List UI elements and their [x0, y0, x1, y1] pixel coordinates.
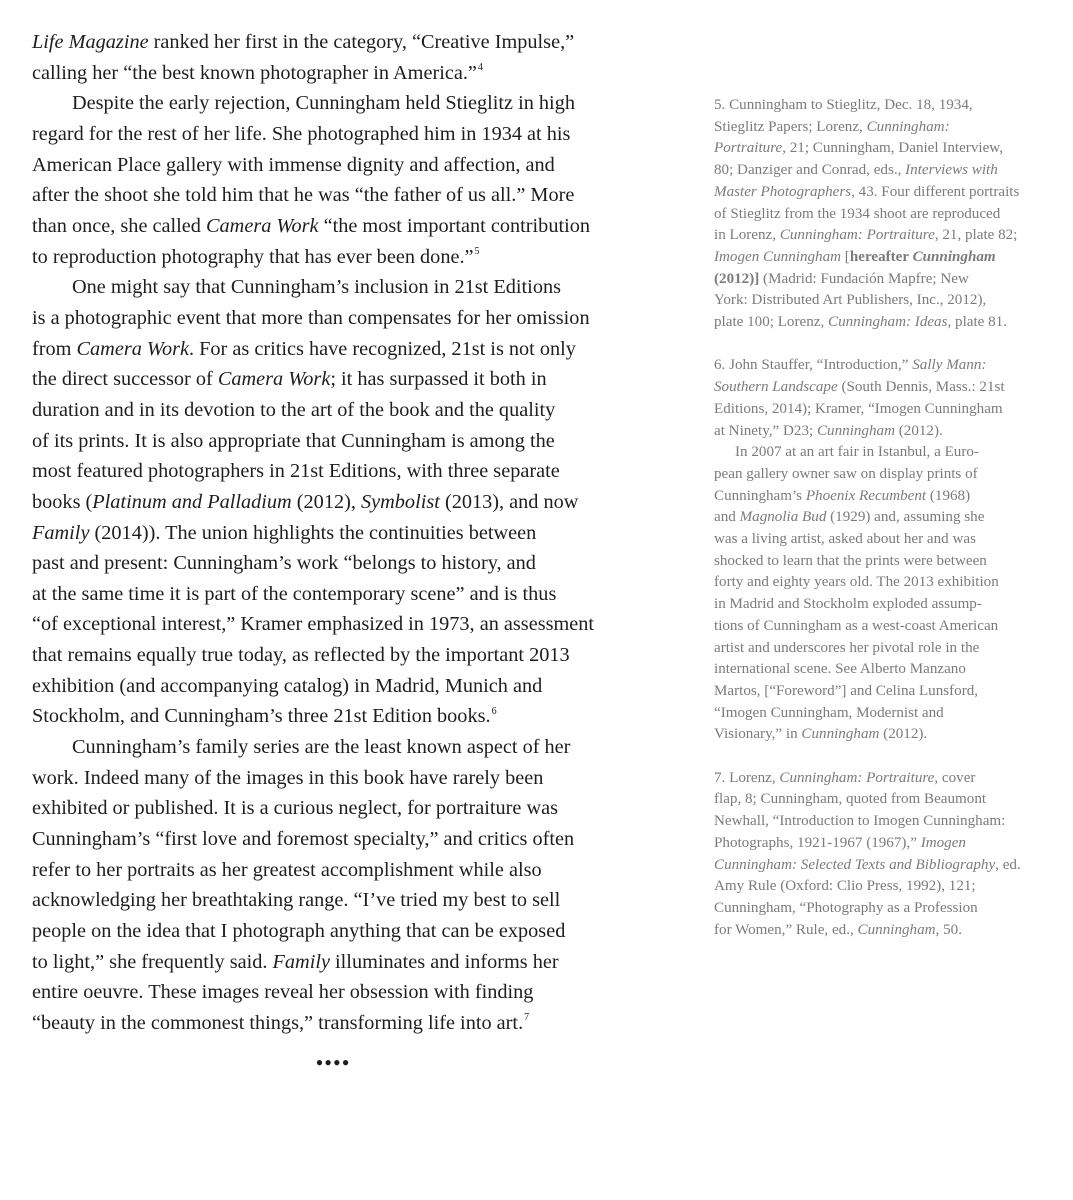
note-line — [714, 551, 1054, 573]
note-line — [714, 833, 1054, 855]
text-run: to light,” she frequently said. — [32, 950, 273, 973]
section-break-ornament: •••• — [315, 1050, 351, 1075]
italic-title: Interviews with — [905, 162, 998, 179]
note-line — [714, 659, 1054, 681]
note-line — [714, 616, 1054, 638]
body-line — [32, 58, 652, 89]
body-line — [32, 1008, 652, 1039]
endnotes-column — [714, 95, 1054, 941]
text-run: 7. Lorenz, — [714, 769, 780, 786]
body-line — [32, 548, 652, 579]
body-line — [32, 88, 652, 119]
note-line — [714, 898, 1054, 920]
body-line — [32, 793, 652, 824]
text-run: (2012), — [291, 490, 361, 513]
note-line — [714, 681, 1054, 703]
note-line — [714, 182, 1054, 204]
italic-title: Master Photographers — [714, 183, 852, 200]
note-line — [714, 703, 1054, 725]
text-run: hereafter — [849, 248, 913, 265]
body-line — [32, 180, 652, 211]
text-run: in Madrid and Stockholm exploded assump- — [714, 596, 982, 613]
text-run: artist and underscores her pivotal role in the — [714, 639, 980, 656]
body-line — [32, 242, 652, 273]
note-line — [714, 95, 1054, 117]
note-line — [714, 529, 1054, 551]
italic-title: Cunningham: Selected Texts and Bibliography — [714, 856, 996, 873]
text-run: 6. John Stauffer, “Introduction,” — [714, 357, 913, 374]
body-line — [32, 885, 652, 916]
note-line — [714, 421, 1054, 443]
italic-title: Sally Mann: — [912, 357, 987, 374]
note-line — [714, 486, 1054, 508]
text-run: people on the idea that I photograph anything that can be exposed — [32, 920, 566, 943]
text-run: duration and in its devotion to the art of the book and the quality — [32, 398, 556, 421]
note-line — [714, 768, 1054, 790]
note-line — [714, 876, 1054, 898]
text-run: “the most important contribution — [318, 214, 591, 237]
note-line — [714, 464, 1054, 486]
body-line — [32, 487, 652, 518]
body-line — [32, 977, 652, 1008]
text-run: from — [32, 337, 77, 360]
text-run: Cunningham’s — [714, 487, 806, 504]
body-line — [32, 119, 652, 150]
italic-title: Camera Work — [217, 368, 331, 391]
text-run: Visionary,” in — [714, 726, 802, 743]
body-line — [32, 824, 652, 855]
note-line — [714, 312, 1054, 334]
text-run: plate 100; Lorenz, — [714, 314, 828, 331]
footnote-reference: 7 — [524, 1012, 530, 1024]
text-run: Despite the early rejection, Cunningham held Stieglitz in high — [72, 92, 575, 115]
note-line — [714, 269, 1054, 291]
text-run: of Stieglitz from the 1934 shoot are reproduced — [714, 205, 1001, 222]
text-run: at the same time it is part of the contemporary scene” and is thus — [32, 582, 557, 605]
text-run: after the shoot she told him that he was “the father of us all.” More — [32, 184, 575, 207]
italic-title: Imogen Cunningham — [714, 248, 842, 265]
text-run: “Imogen Cunningham, Modernist and — [714, 704, 944, 721]
text-run: and — [714, 509, 740, 526]
text-run: (2012). — [894, 422, 943, 439]
text-run: (1968) — [926, 487, 971, 504]
note-line — [714, 117, 1054, 139]
text-run: In 2007 at an art fair in Istanbul, a Euro- — [735, 444, 979, 461]
note-line — [714, 638, 1054, 660]
italic-title: Cunningham: Portraiture, — [779, 769, 939, 786]
text-run: is a photographic event that more than compensates for her omission — [32, 306, 590, 329]
footnote-reference: 6 — [491, 705, 497, 717]
note-line — [714, 247, 1054, 269]
note-spacer — [714, 746, 1054, 768]
text-run: flap, 8; Cunningham, quoted from Beaumont — [714, 791, 987, 808]
text-run: (2012). — [879, 726, 928, 743]
italic-title: Imogen — [920, 834, 966, 851]
body-line — [32, 732, 652, 763]
text-run: acknowledging her breathtaking range. “I’ve tried my best to sell — [32, 889, 561, 912]
body-line — [32, 272, 652, 303]
note-line — [714, 290, 1054, 312]
text-run: that remains equally true today, as reflected by the important 2013 — [32, 644, 570, 667]
text-run: (2012)] — [714, 270, 760, 287]
text-run: (1929) and, assuming she — [826, 509, 985, 526]
italic-title: Cunningham: — [866, 118, 950, 135]
body-line — [32, 518, 652, 549]
text-run: Newhall, “Introduction to Imogen Cunningham: — [714, 813, 1006, 830]
text-run: ; it has surpassed it both in — [330, 368, 547, 391]
note-line — [714, 572, 1054, 594]
text-run: , 21, plate 82; — [934, 227, 1018, 244]
text-run: Photographs, 1921-1967 (1967),” — [714, 834, 921, 851]
text-run: illuminates and informs her — [329, 950, 559, 973]
text-run: (Madrid: Fundación Mapfre; New — [759, 270, 969, 287]
note-line — [714, 920, 1054, 942]
text-run: [ — [841, 248, 850, 265]
italic-title: Family — [32, 521, 90, 544]
text-run: regard for the rest of her life. She photographed him in 1934 at his — [32, 122, 571, 145]
footnote-reference: 4 — [477, 61, 483, 73]
text-run: York: Distributed Art Publishers, Inc., 2012), — [714, 292, 987, 309]
text-run: Cunningham, “Photography as a Profession — [714, 899, 978, 916]
text-run: exhibited or published. It is a curious neglect, for portraiture was — [32, 797, 559, 820]
note-line — [714, 138, 1054, 160]
note-line — [714, 507, 1054, 529]
text-run: Martos, [“Foreword”] and Celina Lunsford, — [714, 682, 979, 699]
italic-title: Family — [272, 950, 330, 973]
note-line — [714, 811, 1054, 833]
italic-title: Cunningham — [912, 248, 996, 265]
text-run: to reproduction photography that has ever been done.” — [32, 245, 474, 268]
text-run: international scene. See Alberto Manzano — [714, 661, 966, 678]
note-line — [714, 225, 1054, 247]
text-run: was a living artist, asked about her and was — [714, 531, 976, 548]
text-run: , ed. — [995, 856, 1021, 873]
text-run: forty and eighty years old. The 2013 exhibition — [714, 574, 999, 591]
body-line — [32, 855, 652, 886]
text-run: Stockholm, and Cunningham’s three 21st Edition books. — [32, 705, 491, 728]
text-run: Stieglitz Papers; Lorenz, — [714, 118, 867, 135]
note-line — [714, 442, 1054, 464]
main-text-column — [32, 27, 652, 1039]
body-line — [32, 916, 652, 947]
body-line — [32, 334, 652, 365]
note-line — [714, 855, 1054, 877]
text-run: “of exceptional interest,” Kramer emphasized in 1973, an assessment — [32, 613, 595, 636]
text-run: , 43. Four different portraits — [851, 183, 1020, 200]
text-run: than once, she called — [32, 214, 207, 237]
text-run: at Ninety,” D23; — [714, 422, 817, 439]
text-run: Amy Rule (Oxford: Clio Press, 1992), 121; — [714, 878, 976, 895]
text-run: (South Dennis, Mass.: 21st — [837, 379, 1005, 396]
italic-title: Cunningham — [857, 921, 936, 938]
body-line — [32, 763, 652, 794]
body-line — [32, 671, 652, 702]
body-line — [32, 701, 652, 732]
note-line — [714, 724, 1054, 746]
body-line — [32, 579, 652, 610]
text-run: work. Indeed many of the images in this book have rarely been — [32, 766, 544, 789]
footnote-reference: 5 — [474, 245, 480, 257]
italic-title: Camera Work — [206, 214, 319, 237]
note-line — [714, 355, 1054, 377]
body-line — [32, 27, 652, 58]
body-line — [32, 364, 652, 395]
body-line — [32, 947, 652, 978]
text-run: American Place gallery with immense dignity and affection, and — [32, 153, 555, 176]
text-run: Cunningham’s family series are the least known aspect of her — [72, 736, 571, 759]
italic-title: Cunningham: Ideas — [828, 314, 948, 331]
text-run: past and present: Cunningham’s work “belongs to history, and — [32, 552, 536, 575]
italic-title: Platinum and Palladium — [92, 490, 292, 513]
text-run: , 21; Cunningham, Daniel Interview, — [782, 140, 1003, 157]
text-run: most featured photographers in 21st Editions, with three separate — [32, 460, 560, 483]
body-line — [32, 426, 652, 457]
text-run: tions of Cunningham as a west-coast American — [714, 617, 999, 634]
text-run: Cunningham’s “first love and foremost specialty,” and critics often — [32, 828, 575, 851]
body-line — [32, 150, 652, 181]
italic-title: Camera Work — [76, 337, 189, 360]
italic-title: Life Magazine — [32, 31, 149, 53]
italic-title: Magnolia Bud — [739, 509, 827, 526]
text-run: One might say that Cunningham’s inclusion in 21st Editions — [72, 276, 561, 299]
note-line — [714, 399, 1054, 421]
text-run: the direct successor of — [32, 368, 218, 391]
text-run: of its prints. It is also appropriate that Cunningham is among the — [32, 429, 555, 452]
text-run: refer to her portraits as her greatest accomplishment while also — [32, 858, 542, 881]
note-line — [714, 204, 1054, 226]
italic-title: Cunningham: Portraiture — [779, 227, 935, 244]
body-line — [32, 609, 652, 640]
body-line — [32, 640, 652, 671]
note-line — [714, 377, 1054, 399]
text-run: in Lorenz, — [714, 227, 780, 244]
text-run: (2014)). The union highlights the continuities between — [89, 521, 537, 544]
text-run: pean gallery owner saw on display prints of — [714, 465, 978, 482]
text-run: calling her “the best known photographer in America.” — [32, 61, 477, 84]
note-spacer — [714, 334, 1054, 356]
text-run: Editions, 2014); Kramer, “Imogen Cunningham — [714, 400, 1003, 417]
text-run: “beauty in the commonest things,” transforming life into art. — [32, 1012, 524, 1034]
text-run: ranked her first in the category, “Creative Impulse,” — [148, 31, 575, 53]
italic-title: Cunningham — [801, 726, 880, 743]
note-line — [714, 789, 1054, 811]
italic-title: Phoenix Recumbent — [805, 487, 927, 504]
text-run: 80; Danziger and Conrad, eds., — [714, 162, 906, 179]
text-run: , plate 81. — [947, 314, 1008, 331]
text-run: entire oeuvre. These images reveal her obsession with finding — [32, 981, 534, 1004]
italic-title: Symbolist — [361, 490, 440, 513]
body-line — [32, 456, 652, 487]
text-run: exhibition (and accompanying catalog) in Madrid, Munich and — [32, 674, 543, 697]
body-line — [32, 211, 652, 242]
text-run: books ( — [32, 490, 93, 513]
italic-title: Portraiture — [714, 140, 783, 157]
text-run: . For as critics have recognized, 21st is not only — [189, 337, 576, 360]
text-run: cover — [938, 769, 976, 786]
text-run: shocked to learn that the prints were between — [714, 552, 987, 569]
italic-title: Southern Landscape — [714, 379, 838, 396]
note-line — [714, 594, 1054, 616]
text-run: , 50. — [935, 921, 962, 938]
note-line — [714, 160, 1054, 182]
italic-title: Cunningham — [816, 422, 895, 439]
text-run: for Women,” Rule, ed., — [714, 921, 858, 938]
text-run: (2013), and now — [439, 490, 579, 513]
text-run: 5. Cunningham to Stieglitz, Dec. 18, 1934, — [714, 97, 973, 113]
body-line — [32, 303, 652, 334]
body-line — [32, 395, 652, 426]
